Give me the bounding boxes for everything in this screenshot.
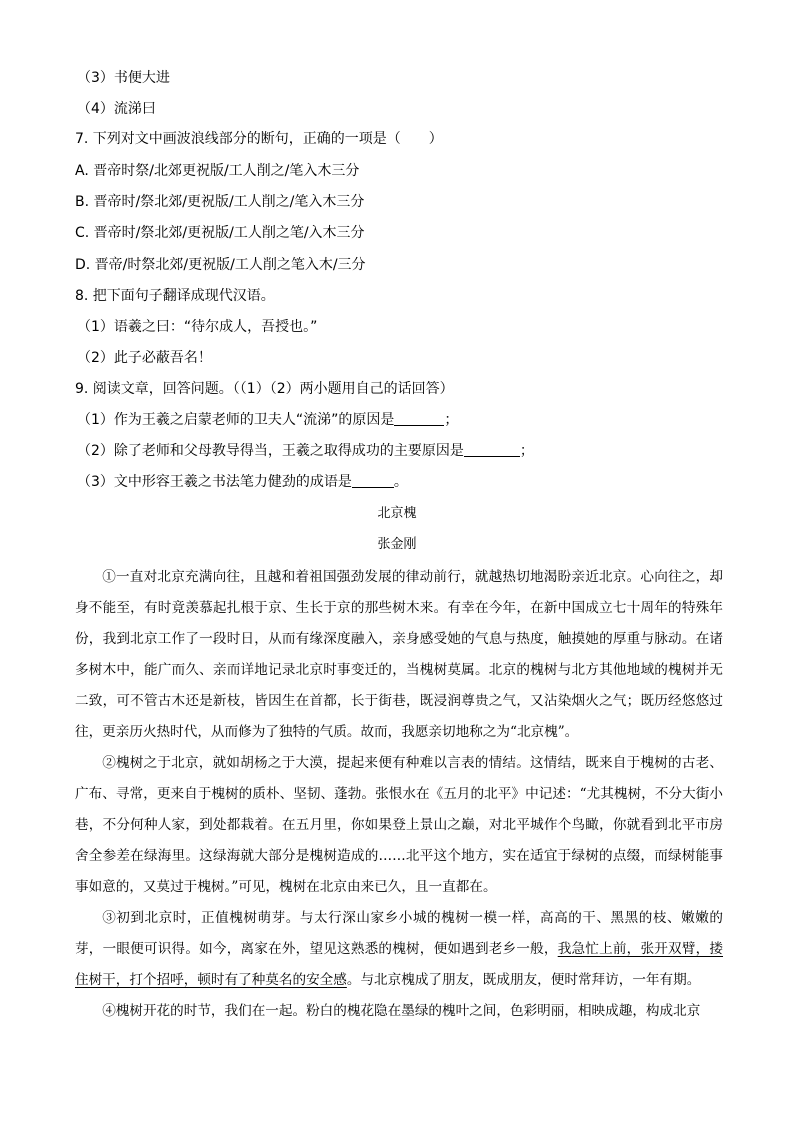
q6-item-3: （3）书便大进 [77,70,170,86]
q7-option-d: D. 晋帝/时祭北郊/更祝版/工人削之笔入木/三分 [75,257,366,273]
q7-option-b: B. 晋帝时/祭北郊/更祝版/工人削之/笔入木三分 [75,194,365,210]
q8-item-2: （2）此子必蔽吾名！ [77,350,212,366]
article-paragraph-1: ①一直对北京充满向往，且越和着祖国强劲发展的律动前行，就越热切地渴盼亲近北京。心向往之，却身不能至，有时竟羡慕起扎根于京、生长于京的那些树木来。有幸在今年，在新中国成立七十周年的特殊年份，我到北京工作了一段时日，从而有缘深度融入，亲身感受她的气息与热度，触摸她的厚重与脉动。在诸多树木中，能广而久、亲而详地记录北京时事变迁的，当槐树莫属。北京的槐树与北方其他地域的槐树并无二致，可不管古木还是新枝，皆因生在首都，长于街巷，既浸润尊贵之气，又沾染烟火之气；既历经悠悠过往，更亲历火热时代，从而修为了独特的气质。故而，我愿亲切地称之为“北京槐”。 [75,569,723,740]
q7-option-a: A. 晋帝时祭/北郊更祝版/工人削之/笔入木三分 [75,163,360,179]
q7-stem: 7. 下列对文中画波浪线部分的断句，正确的一项是（ ） [75,131,443,147]
q9-item-2-text: （2）除了老师和父母教导得当，王羲之取得成功的主要原因是 [77,443,464,459]
article-author: 张金刚 [377,537,417,552]
q9-item-3-end: 。 [393,474,408,490]
article-title: 北京槐 [377,506,417,521]
q8-stem: 8. 把下面句子翻译成现代汉语。 [75,288,275,304]
q8-item-1: （1）语羲之曰：“待尔成人，吾授也。” [77,319,318,335]
q9-stem: 9. 阅读文章，回答问题。（（1）（2）两小题用自己的话回答） [75,381,454,397]
article-body [75,562,723,1027]
answer-blank[interactable] [394,411,444,426]
q9-item-2 [77,442,534,460]
q9-item-2-end: ； [519,443,534,459]
answer-blank[interactable] [352,473,394,488]
q9-item-1 [77,411,458,429]
q9-item-3 [77,473,408,491]
underlined-sentence: 我急忙上前，张开双臂，搂住树干，打个招呼，顿时有了种莫名的安全感 [75,941,724,988]
q7-option-c: C. 晋帝时/祭北郊/更祝版/工人削之笔/入木三分 [75,225,365,241]
q9-item-1-end: ； [444,412,459,428]
q9-item-1-text: （1）作为王羲之启蒙老师的卫夫人“流涕”的原因是 [77,412,395,428]
p3-text-start: ③初到北京时，正值槐树萌芽。与太行深山家乡小城的槐树一模一样，高高的干、黑黑的枝、嫩嫩的芽，一眼便可识得。如今，离家在外，望见这熟悉的槐树，便如遇到老乡一般， [75,910,723,957]
q6-item-4: （4）流涕曰 [77,101,156,117]
article-paragraph-2: ②槐树之于北京，就如胡杨之于大漠，提起来便有种难以言表的情结。这情结，既来自于槐树的古老、广布、寻常，更来自于槐树的质朴、坚韧、蓬勃。张恨水在《五月的北平》中记述：“尤其槐树，不分大街小巷，不分何种人家，到处都栽着。在五月里，你如果登上景山之巅，对北平城作个鸟瞰，你就看到北平市房舍全参差在绿海里。这绿海就大部分是槐树造成的……北平这个地方，实在适宜于绿树的点缀，而绿树能事事如意的，又莫过于槐树。”可见，槐树在北京由来已久，且一直都在。 [75,755,723,895]
p3-text-end: 。与北京槐成了朋友，既成朋友，便时常拜访，一年有期。 [346,972,701,988]
article-paragraph-4: ④槐树开花的时节，我们在一起。粉白的槐花隐在墨绿的槐叶之间，色彩明丽，相映成趣，构成北京 [102,1003,701,1019]
q9-item-3-text: （3）文中形容王羲之书法笔力健劲的成语是 [77,474,352,490]
article-paragraph-3 [75,903,723,996]
answer-blank[interactable] [464,442,520,457]
